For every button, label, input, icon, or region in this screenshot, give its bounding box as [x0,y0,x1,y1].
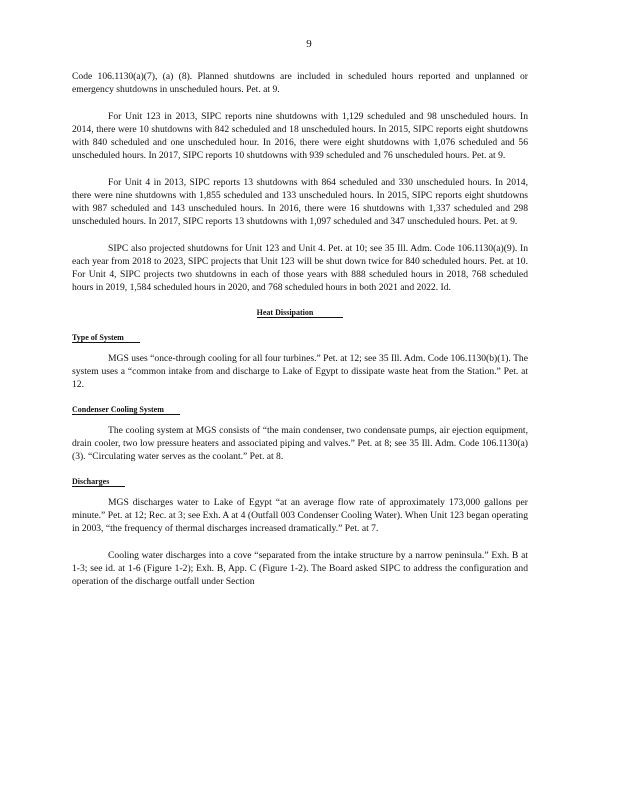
section-heading-text: Heat Dissipation [257,308,344,318]
section-heading [72,308,528,317]
paragraph-cove-discharge: Cooling water discharges into a cove “separated from the intake structure by a narrow peninsula.” Exh. B at 1-3; see id. at 1-6 (Figure 1-2); Exh. B, App. C (Figure 1-2). The Board asked SIPC to address the configuration and operation of the discharge outfall under Section [72,550,528,587]
paragraph-unit-123-shutdowns: For Unit 123 in 2013, SIPC reports nine shutdowns with 1,129 scheduled and 98 unscheduled hours. In 2014, there were 10 shutdowns with 842 scheduled and 18 unscheduled hours. In 2015, SIPC reports eight shutdowns with 840 scheduled and one unscheduled hour. In 2016, there were eight shutdowns with 1,076 scheduled and 56 unscheduled hours. In 2017, SIPC reports 10 shutdowns with 939 scheduled and 76 unscheduled hours. Pet. at 9. [72,111,528,161]
paragraph-type-of-system: MGS uses “once-through cooling for all four turbines.” Pet. at 12; see 35 Ill. Adm. Code 106.1130(b)(1). The system uses a “common intake from and discharge to Lake of Egypt to dissipate waste heat from the Station.” Pet. at 12. [72,353,528,390]
paragraph-discharges: MGS discharges water to Lake of Egypt “at an average flow rate of approximately 173,000 gallons per minute.” Pet. at 12; Rec. at 3; see Exh. A at 4 (Outfall 003 Condenser Cooling Water). When Unit 123 began operating in 2003, “the frequency of thermal discharges increased dramatically.” Pet. at 7. [72,497,528,534]
subhead-type-of-system: Type of System [72,333,528,342]
subhead-condenser-cooling: Condenser Cooling System [72,405,528,414]
paragraph-unit-4-shutdowns: For Unit 4 in 2013, SIPC reports 13 shutdowns with 864 scheduled and 330 unscheduled hours. In 2014, there were nine shutdowns with 1,855 scheduled and 133 unscheduled hours. In 2015, SIPC reports eight shutdowns with 987 scheduled and 143 unscheduled hours. In 2016, there were 16 shutdowns with 1,337 scheduled and 298 unscheduled hours. In 2017, SIPC reports 13 shutdowns with 1,097 scheduled and 347 unscheduled hours. Pet. at 9. [72,177,528,227]
paragraph-continued: Code 106.1130(a)(7), (a) (8). Planned shutdowns are included in scheduled hours reported and unplanned or emergency shutdowns in unscheduled hours. Pet. at 9. [72,71,528,95]
paragraph-condenser-cooling: The cooling system at MGS consists of “the main condenser, two condensate pumps, air ejection equipment, drain cooler, two low pressure heaters and associated piping and valves.” Pet. at 8; see 35 Ill. Adm. Code 106.1130(a)(3). “Circulating water serves as the coolant.” Pet. at 8. [72,425,528,462]
page-number: 9 [306,38,312,50]
paragraph-projected-shutdowns: SIPC also projected shutdowns for Unit 123 and Unit 4. Pet. at 10; see 35 Ill. Adm. Code 106.1130(a)(9). In each year from 2018 to 2023, SIPC projects that Unit 123 will be shut down twice for 840 scheduled hours. Pet. at 10. For Unit 4, SIPC projects two shutdowns in each of those years with 888 scheduled hours in 2018, 768 scheduled hours in 2019, 1,584 scheduled hours in 2020, and 768 scheduled hours in both 2021 and 2022. Id. [72,243,528,293]
document-body [72,70,528,602]
subhead-discharges: Discharges [72,477,528,486]
